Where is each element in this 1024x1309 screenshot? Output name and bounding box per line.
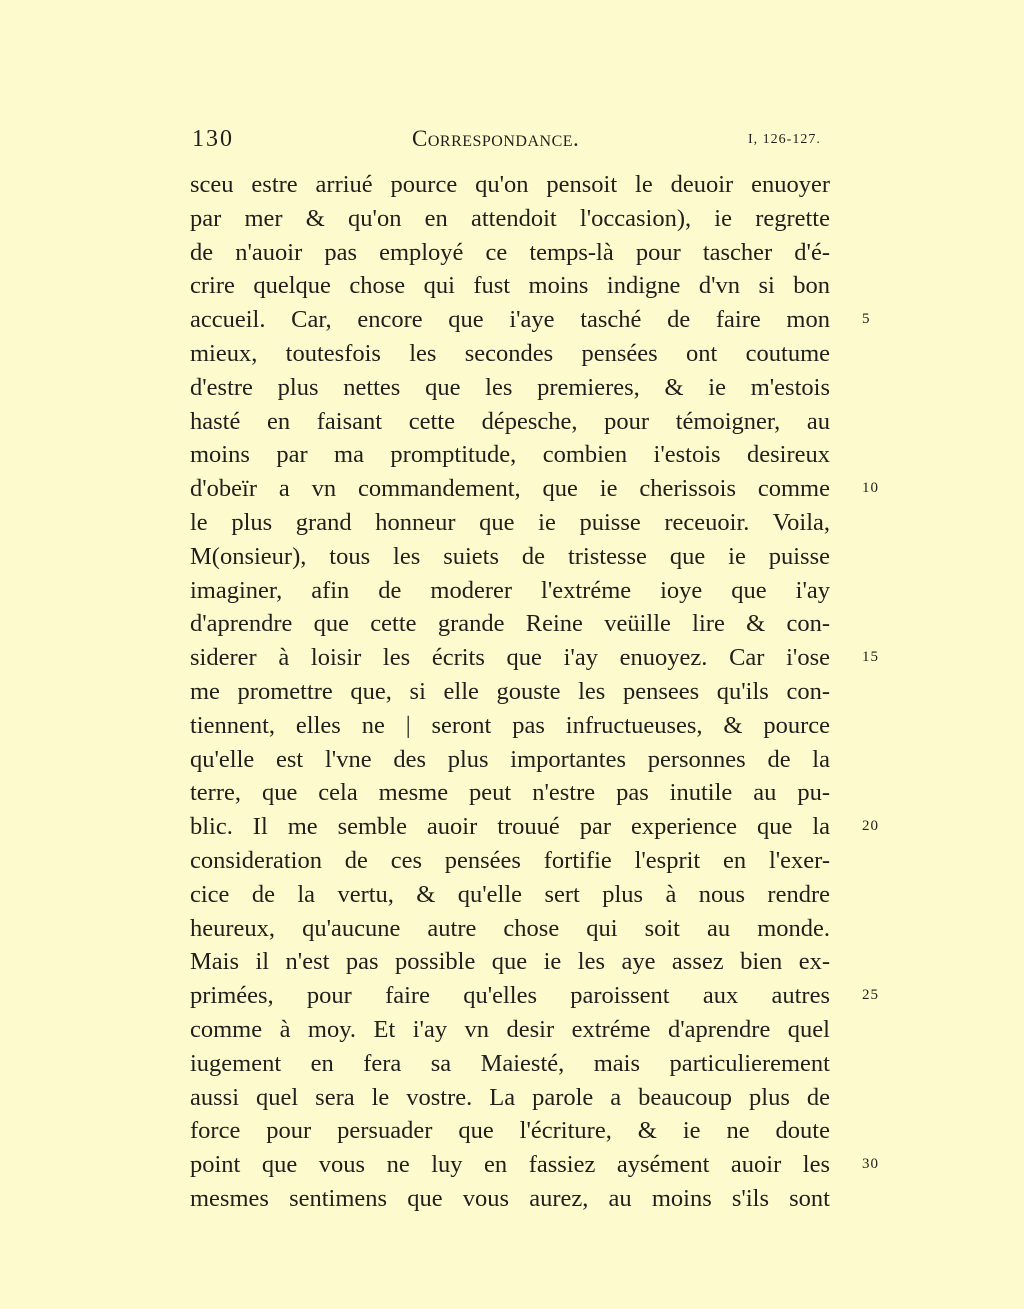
line-text: le plus grand honneur que ie puisse receuoir. Voila, — [190, 508, 830, 536]
text-line — [190, 607, 830, 641]
text-line — [190, 202, 830, 236]
text-line — [190, 810, 879, 844]
text-line — [190, 1114, 830, 1148]
line-text: aussi quel sera le vostre. La parole a beaucoup plus de — [190, 1083, 830, 1111]
text-line — [190, 844, 830, 878]
text-line — [190, 1182, 830, 1216]
running-title: Correspondance. — [412, 126, 580, 151]
text-line — [190, 303, 871, 337]
line-text: de n'auoir pas employé ce temps-là pour tascher d'é- — [190, 238, 830, 266]
text-line — [190, 574, 830, 608]
text-line — [190, 236, 830, 270]
line-number: 25 — [862, 987, 879, 1004]
line-text: crire quelque chose qui fust moins indigne d'vn si bon — [190, 272, 830, 300]
line-text: cice de la vertu, & qu'elle sert plus à nous rendre — [190, 880, 830, 908]
line-text: d'aprendre que cette grande Reine veüille lire & con- — [190, 610, 830, 638]
line-text: tiennent, elles ne | seront pas infructueuses, & pource — [190, 711, 830, 739]
line-text: moins par ma promptitude, combien i'estois desireux — [190, 441, 830, 469]
line-text: me promettre que, si elle gouste les pensees qu'ils con- — [190, 677, 830, 705]
line-text: Mais il n'est pas possible que ie les aye assez bien ex- — [190, 948, 830, 976]
line-text: terre, que cela mesme peut n'estre pas inutile au pu- — [190, 779, 830, 807]
text-line — [190, 1148, 879, 1182]
page-number: 130 — [192, 126, 234, 152]
line-text: imaginer, afin de moderer l'extréme ioye que i'ay — [190, 576, 830, 604]
line-text: d'estre plus nettes que les premieres, & ie m'estois — [190, 373, 830, 401]
line-number: 10 — [862, 480, 879, 497]
line-text: comme à moy. Et i'ay vn desir extréme d'aprendre quel — [190, 1015, 830, 1043]
line-text: qu'elle est l'vne des plus importantes personnes de la — [190, 745, 830, 773]
line-text: consideration de ces pensées fortifie l'esprit en l'exer- — [190, 846, 830, 874]
line-text: accueil. Car, encore que i'aye tasché de faire mon — [190, 306, 830, 334]
line-number: 30 — [862, 1156, 879, 1173]
text-line — [190, 337, 830, 371]
text-line — [190, 506, 830, 540]
text-line — [190, 709, 830, 743]
text-line — [190, 1081, 830, 1115]
text-line — [190, 168, 830, 202]
line-text: hasté en faisant cette dépesche, pour témoigner, au — [190, 407, 830, 435]
line-text: mieux, toutesfois les secondes pensées ont coutume — [190, 339, 830, 367]
text-line — [190, 979, 879, 1013]
line-text: primées, pour faire qu'elles paroissent aux autres — [190, 982, 830, 1010]
line-text: siderer à loisir les écrits que i'ay enuoyez. Car i'ose — [190, 644, 830, 672]
line-text: par mer & qu'on en attendoit l'occasion), ie regrette — [190, 204, 830, 232]
line-text: mesmes sentimens que vous aurez, au moins s'ils sont — [190, 1184, 830, 1212]
text-line — [190, 912, 830, 946]
line-text: iugement en fera sa Maiesté, mais particulierement — [190, 1049, 830, 1077]
line-text: heureux, qu'aucune autre chose qui soit au monde. — [190, 914, 830, 942]
line-text: point que vous ne luy en fassiez aysément auoir les — [190, 1151, 830, 1179]
line-text: sceu estre arriué pource qu'on pensoit le deuoir enuoyer — [190, 171, 830, 198]
line-text: blic. Il me semble auoir trouué par experience que la — [190, 813, 830, 841]
line-number: 20 — [862, 818, 879, 835]
line-text: M(onsieur), tous les suiets de tristesse que ie puisse — [190, 542, 830, 570]
text-line — [190, 371, 830, 405]
text-line — [190, 776, 830, 810]
line-text: d'obeïr a vn commandement, que ie cherissois comme — [190, 475, 830, 503]
line-number: 15 — [862, 649, 879, 666]
line-number: 5 — [862, 311, 871, 328]
text-line — [190, 1013, 830, 1047]
text-line — [190, 878, 830, 912]
text-line — [190, 405, 830, 439]
letter-text — [190, 168, 879, 1216]
text-line — [190, 945, 830, 979]
running-head — [0, 122, 1024, 158]
line-text: force pour persuader que l'écriture, & ie ne doute — [190, 1117, 830, 1145]
text-line — [190, 743, 830, 777]
text-line — [190, 675, 830, 709]
text-line — [190, 269, 830, 303]
text-line — [190, 540, 830, 574]
text-line — [190, 641, 879, 675]
edition-reference: I, 126-127. — [748, 132, 821, 147]
text-line — [190, 1047, 830, 1081]
text-line — [190, 472, 879, 506]
text-line — [190, 438, 830, 472]
